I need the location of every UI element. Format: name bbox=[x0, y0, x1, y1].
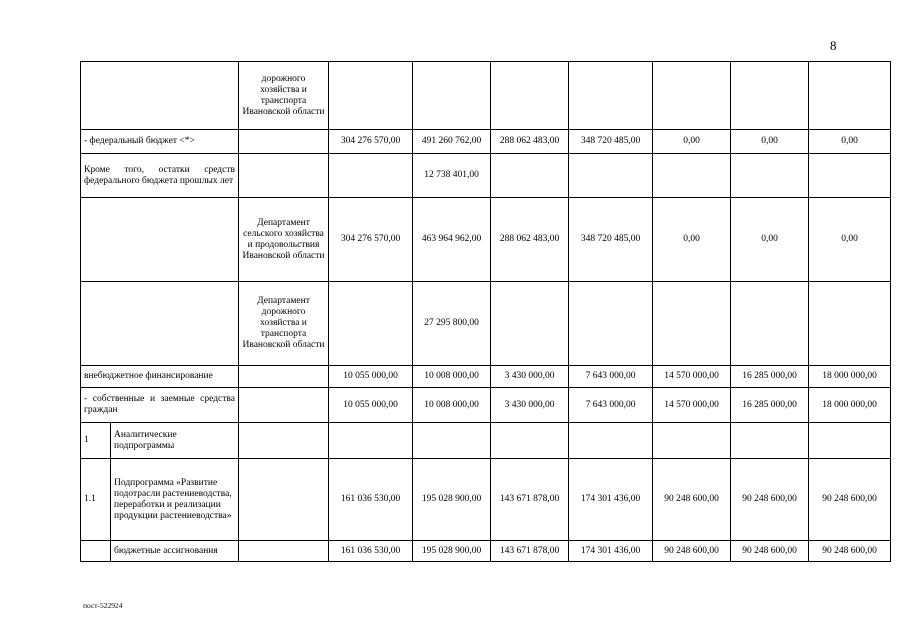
table-cell bbox=[809, 423, 891, 459]
value-cell: 12 738 401,00 bbox=[413, 154, 491, 198]
table-row bbox=[81, 282, 891, 366]
page-number: 8 bbox=[830, 38, 837, 53]
value-cell: 348 720 485,00 bbox=[569, 198, 653, 282]
table-row bbox=[81, 366, 891, 388]
table-cell bbox=[329, 423, 413, 459]
value-cell: 304 276 570,00 bbox=[329, 130, 413, 154]
table-cell bbox=[569, 423, 653, 459]
value-cell: 174 301 436,00 bbox=[569, 541, 653, 562]
value-cell: 195 028 900,00 bbox=[413, 459, 491, 541]
value-cell: 288 062 483,00 bbox=[491, 130, 569, 154]
value-cell: 463 964 962,00 bbox=[413, 198, 491, 282]
section-title: Аналитические подпрограммы bbox=[111, 423, 239, 459]
table-cell bbox=[569, 282, 653, 366]
value-cell: 90 248 600,00 bbox=[653, 459, 731, 541]
value-cell: 348 720 485,00 bbox=[569, 130, 653, 154]
value-cell: 90 248 600,00 bbox=[809, 541, 891, 562]
table-cell bbox=[329, 154, 413, 198]
value-cell: 7 643 000,00 bbox=[569, 388, 653, 423]
value-cell: 288 062 483,00 bbox=[491, 198, 569, 282]
table-row bbox=[81, 388, 891, 423]
table-cell bbox=[653, 282, 731, 366]
table-cell bbox=[491, 154, 569, 198]
table-cell bbox=[413, 423, 491, 459]
value-cell: 90 248 600,00 bbox=[731, 541, 809, 562]
value-cell: 143 671 878,00 bbox=[491, 541, 569, 562]
value-cell: 161 036 530,00 bbox=[329, 459, 413, 541]
value-cell: 0,00 bbox=[653, 198, 731, 282]
value-cell: 90 248 600,00 bbox=[653, 541, 731, 562]
value-cell: 0,00 bbox=[731, 198, 809, 282]
value-cell: 3 430 000,00 bbox=[491, 366, 569, 388]
table-row bbox=[81, 62, 891, 130]
executor-cell: Департамент сельского хозяйства и продовольствия Ивановской области bbox=[239, 198, 329, 282]
value-cell: 0,00 bbox=[653, 130, 731, 154]
document-code: пост-522924 bbox=[83, 601, 123, 610]
value-cell: 491 260 762,00 bbox=[413, 130, 491, 154]
table-cell bbox=[239, 154, 329, 198]
value-cell: 195 028 900,00 bbox=[413, 541, 491, 562]
table-cell bbox=[491, 62, 569, 130]
financing-table bbox=[80, 61, 891, 562]
table-cell bbox=[491, 423, 569, 459]
value-cell: 10 055 000,00 bbox=[329, 388, 413, 423]
value-cell: 10 008 000,00 bbox=[413, 366, 491, 388]
table-cell bbox=[809, 62, 891, 130]
row-label: внебюджетное финансирование bbox=[81, 366, 239, 388]
table-cell bbox=[731, 62, 809, 130]
table-cell bbox=[653, 423, 731, 459]
table-cell bbox=[809, 154, 891, 198]
value-cell: 16 285 000,00 bbox=[731, 366, 809, 388]
value-cell: 14 570 000,00 bbox=[653, 388, 731, 423]
value-cell: 14 570 000,00 bbox=[653, 366, 731, 388]
subprogram-title: Подпрограмма «Развитие подотрасли растениеводства, переработки и реализации продукции растениеводства» bbox=[111, 459, 239, 541]
table-cell bbox=[731, 154, 809, 198]
table-cell bbox=[239, 388, 329, 423]
row-label: Кроме того, остатки средств федерального бюджета прошлых лет bbox=[81, 154, 239, 198]
table-cell bbox=[329, 282, 413, 366]
table-cell bbox=[653, 154, 731, 198]
value-cell: 7 643 000,00 bbox=[569, 366, 653, 388]
table-cell bbox=[239, 459, 329, 541]
value-cell: 18 000 000,00 bbox=[809, 388, 891, 423]
table-cell bbox=[413, 62, 491, 130]
table-cell bbox=[569, 62, 653, 130]
value-cell: 90 248 600,00 bbox=[731, 459, 809, 541]
table-cell bbox=[239, 366, 329, 388]
table-cell bbox=[329, 62, 413, 130]
value-cell: 10 055 000,00 bbox=[329, 366, 413, 388]
table-cell bbox=[653, 62, 731, 130]
table-cell bbox=[81, 282, 239, 366]
value-cell: 0,00 bbox=[731, 130, 809, 154]
table-cell bbox=[239, 130, 329, 154]
value-cell: 18 000 000,00 bbox=[809, 366, 891, 388]
executor-cell: Департамент дорожного хозяйства и транспорта Ивановской области bbox=[239, 282, 329, 366]
table-cell bbox=[491, 282, 569, 366]
row-label: бюджетные ассигнования bbox=[111, 541, 239, 562]
table-cell bbox=[239, 541, 329, 562]
table-row bbox=[81, 198, 891, 282]
value-cell: 161 036 530,00 bbox=[329, 541, 413, 562]
section-number: 1.1 bbox=[81, 459, 111, 541]
table-row bbox=[81, 130, 891, 154]
table-cell bbox=[81, 198, 239, 282]
value-cell: 16 285 000,00 bbox=[731, 388, 809, 423]
row-label: - федеральный бюджет <*> bbox=[81, 130, 239, 154]
table-cell bbox=[239, 423, 329, 459]
table-cell bbox=[731, 282, 809, 366]
table-row bbox=[81, 541, 891, 562]
table-cell bbox=[81, 541, 111, 562]
table-cell bbox=[809, 282, 891, 366]
row-label: - собственные и заемные средства граждан bbox=[81, 388, 239, 423]
value-cell: 143 671 878,00 bbox=[491, 459, 569, 541]
table-cell bbox=[731, 423, 809, 459]
value-cell: 90 248 600,00 bbox=[809, 459, 891, 541]
value-cell: 3 430 000,00 bbox=[491, 388, 569, 423]
table-row bbox=[81, 154, 891, 198]
value-cell: 304 276 570,00 bbox=[329, 198, 413, 282]
value-cell: 10 008 000,00 bbox=[413, 388, 491, 423]
table-row bbox=[81, 423, 891, 459]
table-cell bbox=[569, 154, 653, 198]
table-row bbox=[81, 459, 891, 541]
table-cell bbox=[81, 62, 239, 130]
section-number: 1 bbox=[81, 423, 111, 459]
executor-cell: дорожного хозяйства и транспорта Ивановской области bbox=[239, 62, 329, 130]
value-cell: 174 301 436,00 bbox=[569, 459, 653, 541]
value-cell: 27 295 800,00 bbox=[413, 282, 491, 366]
value-cell: 0,00 bbox=[809, 198, 891, 282]
value-cell: 0,00 bbox=[809, 130, 891, 154]
